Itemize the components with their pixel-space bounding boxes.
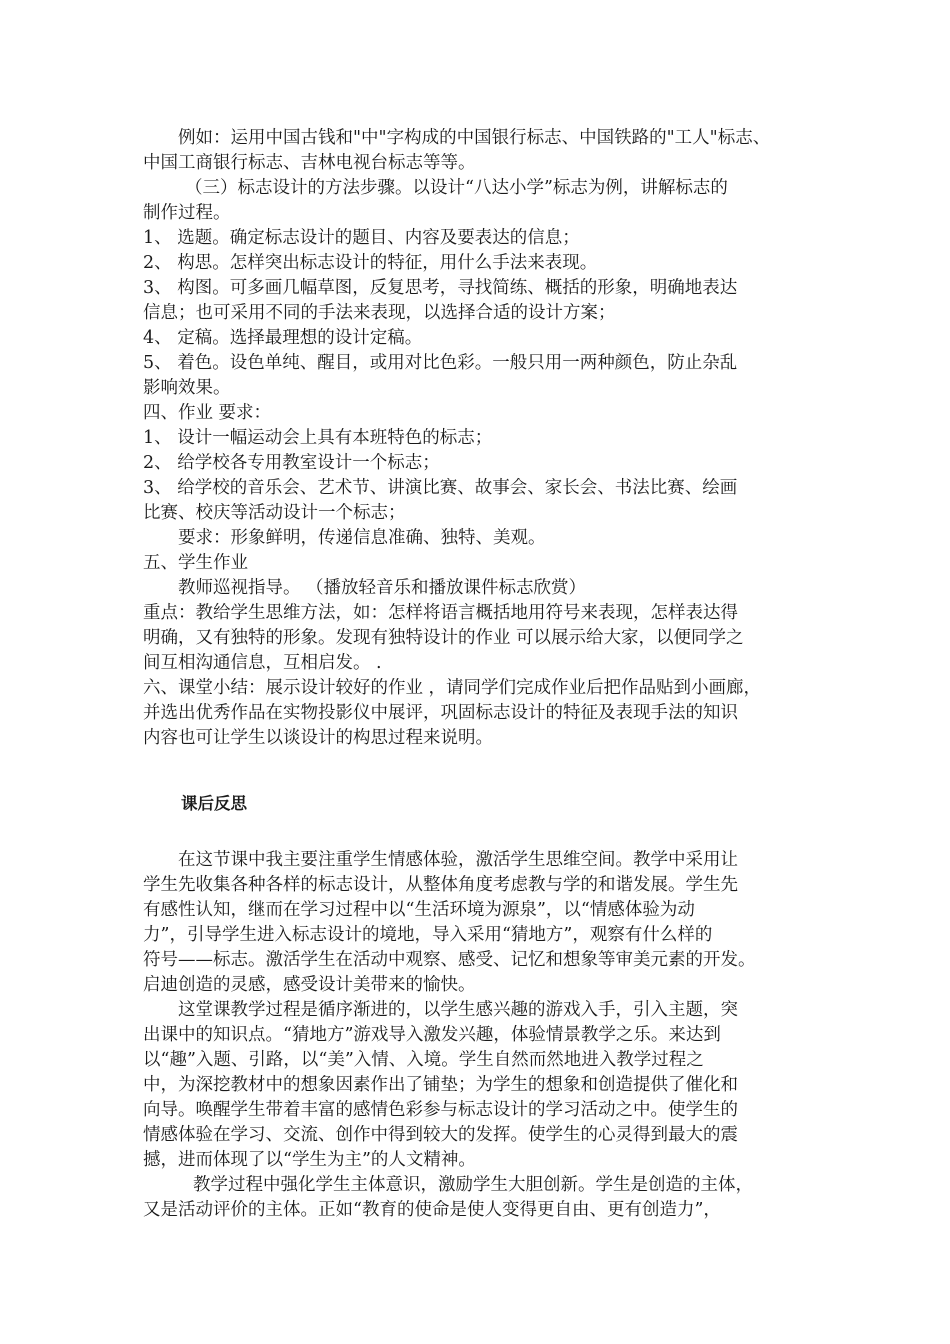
text-line: 教师巡视指导。 （播放轻音乐和播放课件标志欣赏） xyxy=(178,578,587,598)
text-line: 符号——标志。激活学生在活动中观察、感受、记忆和想象等审美元素的开发。 xyxy=(143,950,756,970)
text-line: 以“趣”入题、引路，以“美”入情、入境。学生自然而然地进入教学过程之 xyxy=(143,1050,704,1070)
text-line: 重点：教给学生思维方法，如：怎样将语言概括地用符号来表现，怎样表达得 xyxy=(143,603,738,623)
document-body xyxy=(143,126,823,1223)
text-line: 要求：形象鲜明，传递信息准确、独特、美观。 xyxy=(178,528,546,548)
text-line: 又是活动评价的主体。正如“教育的使命是使人变得更自由、更有创造力”， xyxy=(143,1200,721,1220)
text-line: 间互相沟通信息，互相启发。 . xyxy=(143,653,382,673)
section-heading: 五、学生作业 xyxy=(143,553,248,573)
text-line: 例如：运用中国古钱和"中"字构成的中国银行标志、中国铁路的"工人"标志、 xyxy=(178,128,771,148)
text-line: 内容也可让学生以谈设计的构思过程来说明。 xyxy=(143,728,493,748)
text-line: 5、 着色。设色单纯、醒目，或用对比色彩。一般只用一两种颜色，防止杂乱 xyxy=(143,353,738,373)
text-line: 中国工商银行标志、吉林电视台标志等等。 xyxy=(143,153,476,173)
text-line: 在这节课中我主要注重学生情感体验，激活学生思维空间。教学中采用让 xyxy=(178,850,738,870)
text-line: 启迪创造的灵感，感受设计美带来的愉快。 xyxy=(143,975,476,995)
section-heading: 四、作业 要求： xyxy=(143,403,272,423)
text-line: 中，为深挖教材中的想象因素作出了铺垫；为学生的想象和创造提供了催化和 xyxy=(143,1075,738,1095)
text-line: 1、 选题。确定标志设计的题目、内容及要表达的信息； xyxy=(143,228,580,248)
text-line: （三）标志设计的方法步骤。以设计“八达小学”标志为例，讲解标志的 xyxy=(185,178,728,198)
text-line: 情感体验在学习、交流、创作中得到较大的发挥。使学生的心灵得到最大的震 xyxy=(143,1125,738,1145)
text-line: 教学过程中强化学生主体意识，激励学生大胆创新。学生是创造的主体， xyxy=(193,1175,753,1195)
text-line: 信息；也可采用不同的手法来表现，以选择合适的设计方案； xyxy=(143,303,616,323)
text-line: 3、 构图。可多画几幅草图，反复思考，寻找简练、概括的形象，明确地表达 xyxy=(143,278,738,298)
text-line: 并选出优秀作品在实物投影仪中展评，巩固标志设计的特征及表现手法的知识 xyxy=(143,703,738,723)
text-line: 比赛、校庆等活动设计一个标志； xyxy=(143,503,406,523)
spacer xyxy=(143,751,823,791)
text-line: 影响效果。 xyxy=(143,378,231,398)
text-line: 制作过程。 xyxy=(143,203,231,223)
text-line: 撼，进而体现了以“学生为主”的人文精神。 xyxy=(143,1150,476,1170)
text-line: 这堂课教学过程是循序渐进的，以学生感兴趣的游戏入手，引入主题，突 xyxy=(178,1000,738,1020)
text-line: 有感性认知，继而在学习过程中以“生活环境为源泉”，以“情感体验为动 xyxy=(143,900,695,920)
text-line: 4、 定稿。选择最理想的设计定稿。 xyxy=(143,328,423,348)
text-line: 1、 设计一幅运动会上具有本班特色的标志； xyxy=(143,428,493,448)
text-line: 明确，又有独特的形象。发现有独特设计的作业 可以展示给大家，以便同学之 xyxy=(143,628,744,648)
text-line: 学生先收集各种各样的标志设计，从整体角度考虑教与学的和谐发展。学生先 xyxy=(143,875,738,895)
section-heading: 六、课堂小结：展示设计较好的作业 ，请同学们完成作业后把作品贴到小画廊， xyxy=(143,678,762,698)
spacer xyxy=(143,816,823,848)
text-line: 2、 构思。怎样突出标志设计的特征，用什么手法来表现。 xyxy=(143,253,598,273)
text-line: 3、 给学校的音乐会、艺术节、讲演比赛、故事会、家长会、书法比赛、绘画 xyxy=(143,478,738,498)
text-line: 向导。唤醒学生带着丰富的感情色彩参与标志设计的学习活动之中。使学生的 xyxy=(143,1100,738,1120)
text-line: 力”，引导学生进入标志设计的境地，导入采用“猜地方”，观察有什么样的 xyxy=(143,925,713,945)
text-line: 2、 给学校各专用教室设计一个标志； xyxy=(143,453,440,473)
text-line: 出课中的知识点。“猜地方”游戏导入激发兴趣，体验情景教学之乐。来达到 xyxy=(143,1025,721,1045)
reflection-heading: 课后反思 xyxy=(181,794,247,813)
